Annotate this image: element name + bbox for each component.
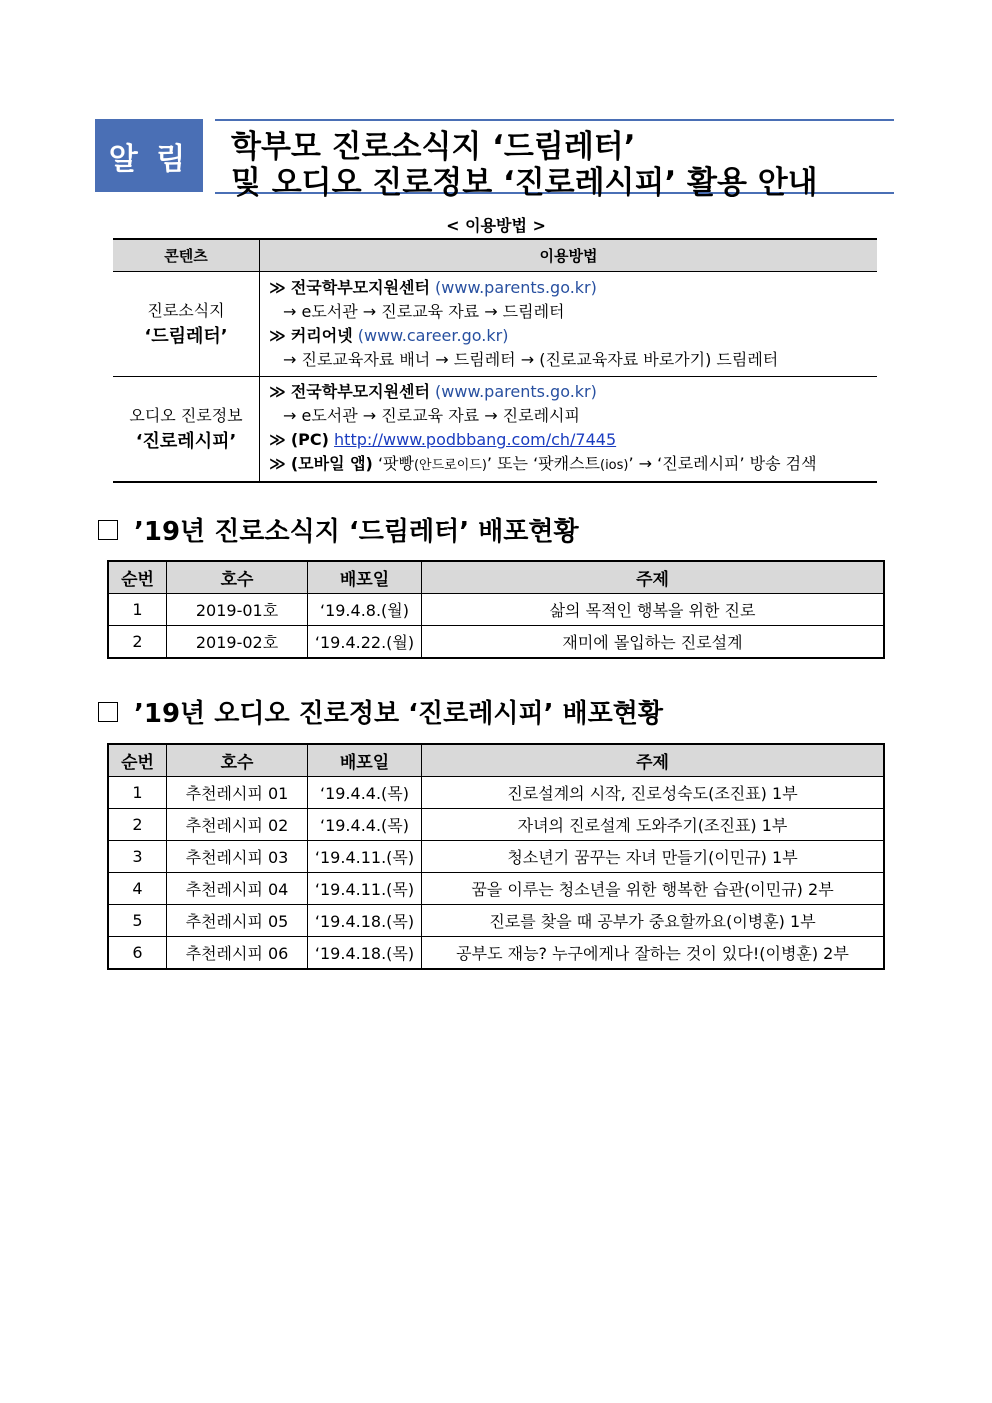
cell-date: ‘19.4.4.(목) bbox=[308, 777, 422, 809]
site-url[interactable]: (www.parents.go.kr) bbox=[435, 278, 597, 297]
cell-no: 1 bbox=[108, 594, 167, 626]
cell-topic: 꿈을 이루는 청소년을 위한 행복한 습관(이민규) 2부 bbox=[422, 873, 885, 905]
cell-date: ‘19.4.8.(월) bbox=[308, 594, 422, 626]
header-content: 콘텐츠 bbox=[113, 239, 260, 272]
cell-no: 1 bbox=[108, 777, 167, 809]
cell-topic: 재미에 몰입하는 진로설계 bbox=[422, 626, 885, 659]
cell-date: ‘19.4.11.(목) bbox=[308, 841, 422, 873]
method-cell bbox=[260, 272, 878, 377]
app-name: ’ 또는 ‘팟캐스트 bbox=[486, 454, 600, 473]
dreamletter-table bbox=[107, 560, 885, 659]
header-issue: 호수 bbox=[167, 744, 308, 777]
method-path: → e도서관 → 진로교육 자료 → 진로레시피 bbox=[283, 406, 580, 425]
site-name: 전국학부모지원센터 bbox=[290, 382, 430, 401]
header-no: 순번 bbox=[108, 744, 167, 777]
app-platform: (ios) bbox=[600, 458, 629, 473]
content-title: ‘진로레시피’ bbox=[135, 431, 237, 452]
checkbox-icon bbox=[98, 520, 118, 540]
site-url[interactable]: (www.parents.go.kr) bbox=[435, 382, 597, 401]
content-cell bbox=[113, 377, 260, 483]
cell-issue: 2019-02호 bbox=[167, 626, 308, 659]
title-line-1: 학부모 진로소식지 ‘드림레터’ bbox=[231, 129, 636, 165]
table-row bbox=[108, 594, 884, 626]
cell-date: ‘19.4.22.(월) bbox=[308, 626, 422, 659]
table-header-row bbox=[108, 561, 884, 594]
platform-label: (PC) bbox=[290, 430, 329, 449]
header-date: 배포일 bbox=[308, 561, 422, 594]
table-row bbox=[113, 272, 877, 377]
method-line bbox=[269, 428, 877, 452]
content-cell bbox=[113, 272, 260, 377]
cell-no: 2 bbox=[108, 809, 167, 841]
search-instruction: ’ → ‘진로레시피’ 방송 검색 bbox=[628, 454, 817, 473]
notice-header bbox=[95, 119, 894, 201]
method-caption: < 이용방법 > bbox=[446, 216, 546, 235]
content-label: 오디오 진로정보 bbox=[129, 406, 243, 425]
cell-issue: 추천레시피 03 bbox=[167, 841, 308, 873]
table-row bbox=[108, 777, 884, 809]
section-title-text: ’19년 오디오 진로정보 ‘진로레시피’ 배포현황 bbox=[134, 699, 663, 729]
method-line bbox=[269, 276, 877, 300]
table-row bbox=[108, 841, 884, 873]
cell-no: 4 bbox=[108, 873, 167, 905]
site-name: 커리어넷 bbox=[290, 326, 353, 345]
careerrecipe-table bbox=[107, 743, 885, 970]
table-row bbox=[108, 905, 884, 937]
table-row bbox=[108, 809, 884, 841]
table-row bbox=[108, 873, 884, 905]
cell-no: 2 bbox=[108, 626, 167, 659]
cell-issue: 추천레시피 05 bbox=[167, 905, 308, 937]
app-name: ‘팟빵 bbox=[377, 454, 414, 473]
bullet-mark: ≫ bbox=[269, 382, 286, 401]
section-title-text: ’19년 진로소식지 ‘드림레터’ 배포현황 bbox=[134, 517, 579, 547]
method-cell bbox=[260, 377, 878, 483]
bullet-mark: ≫ bbox=[269, 454, 286, 473]
header-date: 배포일 bbox=[308, 744, 422, 777]
cell-topic: 청소년기 꿈꾸는 자녀 만들기(이민규) 1부 bbox=[422, 841, 885, 873]
method-line bbox=[269, 452, 877, 478]
bullet-mark: ≫ bbox=[269, 278, 286, 297]
cell-date: ‘19.4.11.(목) bbox=[308, 873, 422, 905]
content-title: ‘드림레터’ bbox=[144, 326, 228, 347]
cell-topic: 진로설계의 시작, 진로성숙도(조진표) 1부 bbox=[422, 777, 885, 809]
table-row bbox=[108, 937, 884, 970]
cell-issue: 추천레시피 02 bbox=[167, 809, 308, 841]
table-row bbox=[108, 626, 884, 659]
site-url[interactable]: (www.career.go.kr) bbox=[357, 326, 509, 345]
cell-date: ‘19.4.18.(목) bbox=[308, 905, 422, 937]
cell-date: ‘19.4.18.(목) bbox=[308, 937, 422, 970]
section-title bbox=[98, 511, 579, 548]
cell-topic: 삶의 목적인 행복을 위한 진로 bbox=[422, 594, 885, 626]
content-label: 진로소식지 bbox=[147, 301, 225, 320]
table-header-row bbox=[113, 239, 877, 272]
method-line bbox=[269, 324, 877, 348]
header-topic: 주제 bbox=[422, 561, 885, 594]
checkbox-icon bbox=[98, 702, 118, 722]
app-platform: (안드로이드) bbox=[413, 458, 487, 473]
header-method: 이용방법 bbox=[260, 239, 878, 272]
cell-topic: 자녀의 진로설계 도와주기(조진표) 1부 bbox=[422, 809, 885, 841]
header-topic: 주제 bbox=[422, 744, 885, 777]
cell-issue: 추천레시피 06 bbox=[167, 937, 308, 970]
cell-issue: 추천레시피 01 bbox=[167, 777, 308, 809]
header-no: 순번 bbox=[108, 561, 167, 594]
platform-label: (모바일 앱) bbox=[290, 454, 373, 473]
cell-topic: 공부도 재능? 누구에게나 잘하는 것이 있다!(이병훈) 2부 bbox=[422, 937, 885, 970]
bullet-mark: ≫ bbox=[269, 326, 286, 345]
method-path: → 진로교육자료 배너 → 드림레터 → (진로교육자료 바로가기) 드림레터 bbox=[283, 350, 779, 369]
title-box bbox=[215, 119, 894, 201]
podbbang-link[interactable]: http://www.podbbang.com/ch/7445 bbox=[334, 430, 617, 449]
cell-no: 5 bbox=[108, 905, 167, 937]
header-issue: 호수 bbox=[167, 561, 308, 594]
table-row bbox=[113, 377, 877, 483]
method-line bbox=[269, 380, 877, 404]
table-header-row bbox=[108, 744, 884, 777]
usage-method-table bbox=[113, 238, 877, 483]
section-title bbox=[98, 693, 663, 730]
cell-no: 3 bbox=[108, 841, 167, 873]
site-name: 전국학부모지원센터 bbox=[290, 278, 430, 297]
cell-date: ‘19.4.4.(목) bbox=[308, 809, 422, 841]
cell-no: 6 bbox=[108, 937, 167, 970]
cell-topic: 진로를 찾을 때 공부가 중요할까요(이병훈) 1부 bbox=[422, 905, 885, 937]
notice-badge: 알 림 bbox=[95, 119, 203, 192]
cell-issue: 2019-01호 bbox=[167, 594, 308, 626]
cell-issue: 추천레시피 04 bbox=[167, 873, 308, 905]
method-path: → e도서관 → 진로교육 자료 → 드림레터 bbox=[283, 302, 565, 321]
bullet-mark: ≫ bbox=[269, 430, 286, 449]
title-line-2: 및 오디오 진로정보 ‘진로레시피’ 활용 안내 bbox=[231, 165, 818, 201]
